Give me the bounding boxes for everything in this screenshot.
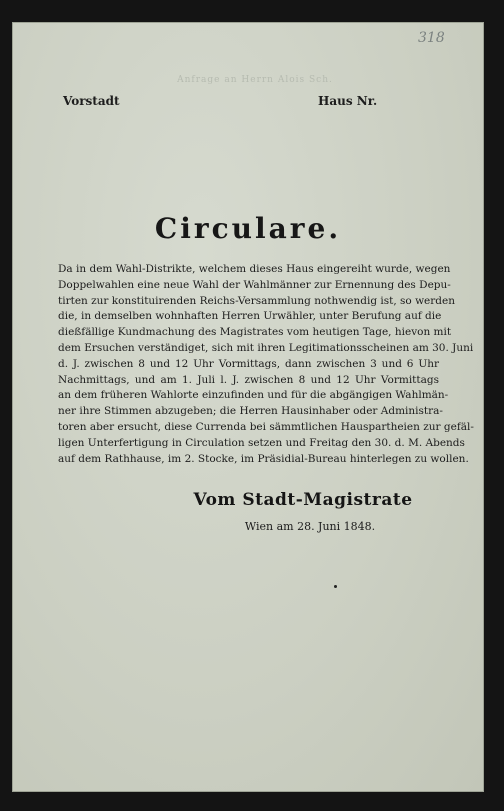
body-line: Da in dem Wahl-Distrikte, welchem dieses Haus eingereiht wurde, wegen xyxy=(58,263,451,275)
body-line: d. J. zwischen 8 und 12 Uhr Vormittags, dann zwischen 3 und 6 Uhr xyxy=(58,357,439,370)
pencil-annotation: 318 xyxy=(418,30,445,46)
body-line: toren aber ersucht, diese Currenda bei sämmtlichen Hauspartheien zur gefäl- xyxy=(58,420,474,433)
faded-header-text: Anfrage an Herrn Alois Sch. xyxy=(177,75,333,85)
body-line: ner ihre Stimmen abzugeben; die Herren Hausinhaber oder Administra- xyxy=(58,405,443,418)
date-line: Wien am 28. Juni 1848. xyxy=(244,520,376,533)
body-line: Nachmittags, und am 1. Juli l. J. zwischen 8 und 12 Uhr Vormittags xyxy=(58,373,439,386)
ink-speck xyxy=(334,585,337,588)
body-line: dießfällige Kundmachung des Magistrates vom heutigen Tage, hievon mit xyxy=(58,326,452,339)
body-line: die, in demselben wohnhaften Herren Urwähler, unter Berufung auf die xyxy=(58,310,442,323)
document-title: Circulare. xyxy=(154,212,342,245)
body-line: ligen Unterfertigung in Circulation setzen und Freitag den 30. d. M. Abends xyxy=(58,436,465,449)
body-line: Doppelwahlen eine neue Wahl der Wahlmänner zur Ernennung des Depu- xyxy=(58,278,451,291)
body-line: auf dem Rathhause, im 2. Stocke, im Präsidial-Bureau hinterlegen zu wollen. xyxy=(58,452,469,465)
body-line: tirten zur konstituirenden Reichs-Versammlung nothwendig ist, so werden xyxy=(58,294,455,307)
body-text xyxy=(58,262,474,467)
body-line: an dem früheren Wahlorte einzufinden und für die abgängigen Wahlmän- xyxy=(58,389,449,402)
vorstadt-label: Vorstadt xyxy=(63,94,120,108)
body-line: dem Ersuchen verständiget, sich mit ihren Legitimationsscheinen am 30. Juni xyxy=(58,341,474,354)
haus-nr-label: Haus Nr. xyxy=(318,94,378,108)
signature: Vom Stadt-Magistrate xyxy=(193,490,413,510)
